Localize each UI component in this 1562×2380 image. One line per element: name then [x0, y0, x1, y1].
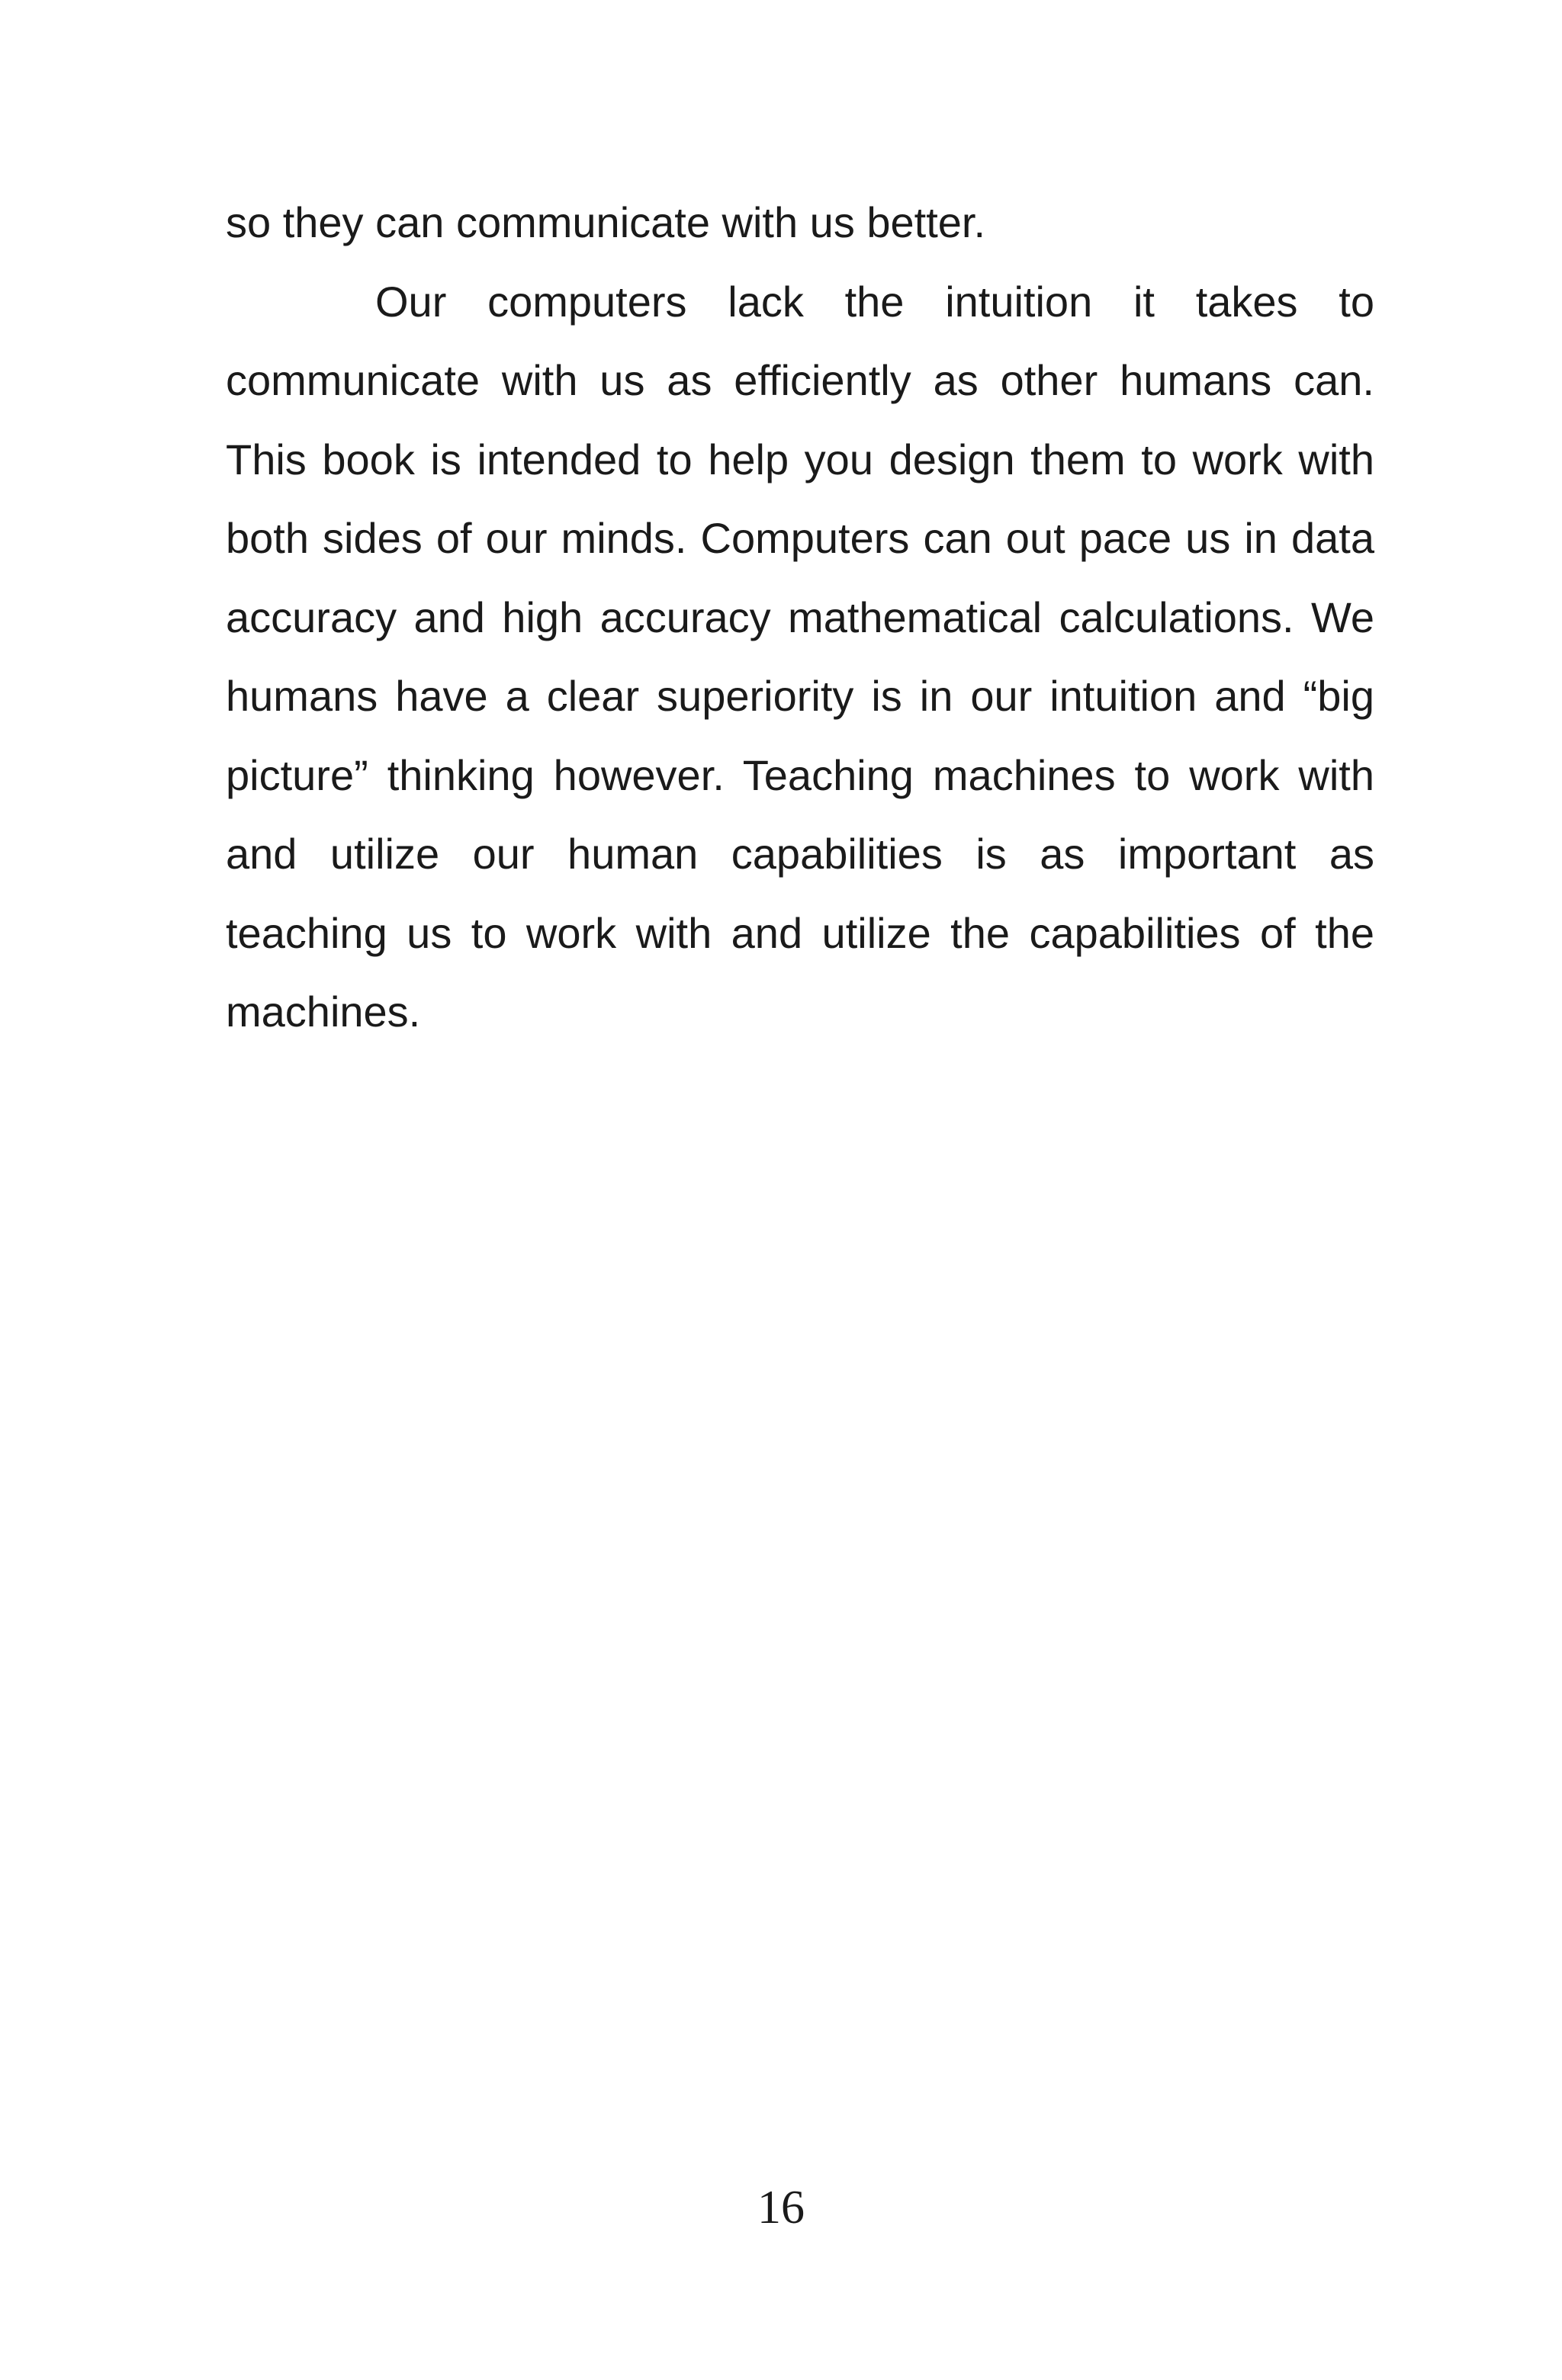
paragraph: Our computers lack the intuition it takes to communicate with us as efficiently as other humans can. This book is intended to help you design them to work with both sides of our minds. Computers can out pace us in data accuracy and high accuracy mathematical calculations. We humans have a clear superiority is in our intuition and “big picture” thinking however. Teaching machines to work with and utilize our human capabilities is as important as teaching us to work with and utilize the capabilities of the machines.: [226, 277, 1374, 1036]
page-number: 16: [757, 2182, 805, 2234]
paragraph-continuation: so they can communicate with us better.: [226, 198, 986, 246]
body-text: [226, 183, 1374, 1052]
